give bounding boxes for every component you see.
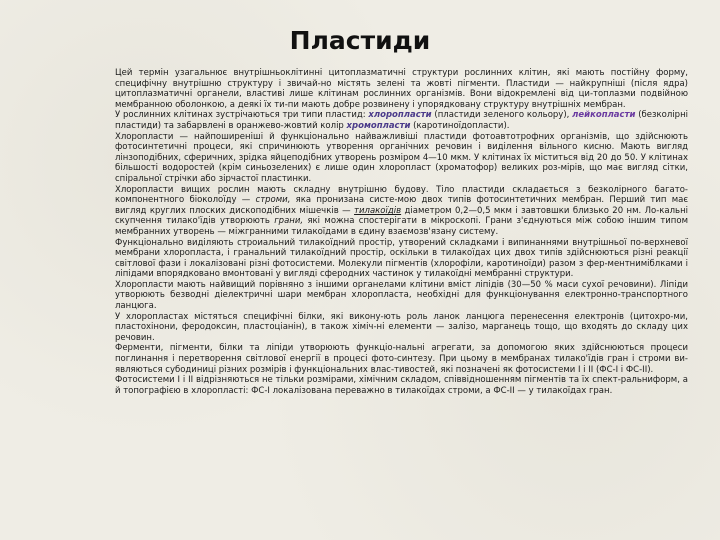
term-chromoplasts: хромопласти — [346, 120, 411, 131]
paragraph-2-text-b: (пластиди зеленого кольору), — [431, 110, 573, 121]
paragraph-5: Функціонально виділяють строиальний тилакоїдний простір, утворений складками і випинаннями внутрішньої по-верхневої мембрани хлоропласта, і гранальний тилакоїдний простір, оскільки в тилакоїдах цих двох типів здійснюються різні реакції світлової фази і локалізовані різні фотосистеми. Молекули пігментів (хлорофіли, каротиноїди) разом з фер-ментниміблками і ліпідами впорядковано вмонтовані у вигляді сферодних частинок у тилакоїдні мембранні структури. — [115, 237, 688, 280]
term-stroma: строми, — [255, 195, 291, 206]
paragraph-2-text-c: (безколірні пластиди) та забарвлені в оранжево-жовтий колір — [115, 110, 688, 131]
term-chloroplasts: хлоропласти — [368, 110, 432, 121]
term-grana: грани, — [274, 216, 304, 227]
paragraph-9: Фотосистеми I і II відрізняються не тільки розмірами, хімічним складом, співвідношенням пігментів та їх спект-ральниформ, а й топографією в хлоропласті: ФС-I локалізована переважно в тилакоїдах строми, а ФС-II — у тилакоїдах гран. — [115, 375, 688, 396]
paragraph-4 — [115, 185, 688, 238]
paragraph-3: Хлоропласти — найпоширеніші й функціонально найважливіші пластиди фотоавтотрофних організмів, що здійснюють фотосинтетичні процеси, які спричинюють утворення органічних речовин і виділення вільного кисню. Мають вигляд лінзоподібних, сферичних, зрідка яйцеподібних утворень розміром 4—10 мкм. У клітинах їх міститься від 20 до 50. У клітинах більшості водоростей (крім синьозелених) є лише один хлоропласт (хроматофор) великих роз-мірів, що має вигляд сітки, спіральної стрічки або зірчастої пластинки. — [115, 131, 688, 184]
term-thylakoids: тилакоїдів — [354, 205, 402, 216]
paragraph-7: У хлоропластах містяться специфічні білки, які викону-ють роль ланок ланцюга перенесення електронів (цитохро-ми, пластохінони, феродоксин, пластоціанін), в також хіміч-ні елементи — залізо, марганець тощо, що входять до складу цих речовин. — [115, 311, 688, 343]
paragraph-4-text-b: яка пронизана систе-мою двох типів фотосинтетичних мембран. Перший тип має вигляд круглих плоских дископодібних мішечків — — [115, 195, 688, 216]
term-leucoplasts: лейкопласти — [572, 110, 636, 121]
paragraph-4-text-d: які можна спостерігати в мікроскопі. Грани з'єднуються між собою іншим типом мембранних утворень — міжгранними тилакоїдами в єдину взаємозв'язану систему. — [115, 216, 688, 237]
paragraph-8: Ферменти, пігменти, білки та ліпіди утворюють функціо-нальні агрегати, за допомогою яких здійснюються процеси поглинання і перетворення світлової енергії в процесі фото-синтезу. При цьому в мембранах тилако'їдів гран і строми ви-являються субодиниці різних розмірів і функціональних влас-тивостей, які позначені як фотосистеми I і II (ФС-I і ФС-II). — [115, 343, 688, 375]
paragraph-4-text-a: Хлоропласти вищих рослин мають складну внутрішню будову. Тіло пластиди складається з безколірного багато-компонентного біоколоїду — — [115, 184, 688, 206]
page-title: Пластиди — [289, 26, 431, 55]
paragraph-2-text-a: У рослинних клітинах зустрічаються три типи пластид: — [115, 110, 369, 121]
paragraph-2-text-d: (каротиноїдопласти). — [410, 120, 510, 131]
body-text — [115, 68, 688, 396]
paragraph-4-text-c: діаметром 0,2—0,5 мкм і завтовшки близько 20 нм. Ло-кальні скупчення тилако'їдів утворюють — [115, 205, 688, 227]
paragraph-2 — [115, 110, 688, 131]
paragraph-6: Хлоропласти мають найвищий порівняно з іншими органелами клітини вміст ліпідів (30—50 % маси сухої речовини). Ліпіди утворюють безводні діелектричні шари мембран хлоропласта, необхідні для функціонування електронно-транспортного ланцюга. — [115, 279, 688, 312]
paragraph-1: Цей термін узагальнює внутрішньоклітинні цитоплазматичні структури рослинних клітин, які мають постійну форму, специфічну внутрішню структуру і звичай-но містять зелені та жовті пігменти. Пластиди — найкрупніші (після ядра) цитоплазматичні органели, властиві лише клітинам рослинних організмів. Вони відокремлені від ци-топлазми подвійною мембранною оболонкою, а деякі їх ти-пи мають добре розвинену і упорядковану структуру внутрішніх мембран. — [115, 68, 688, 110]
